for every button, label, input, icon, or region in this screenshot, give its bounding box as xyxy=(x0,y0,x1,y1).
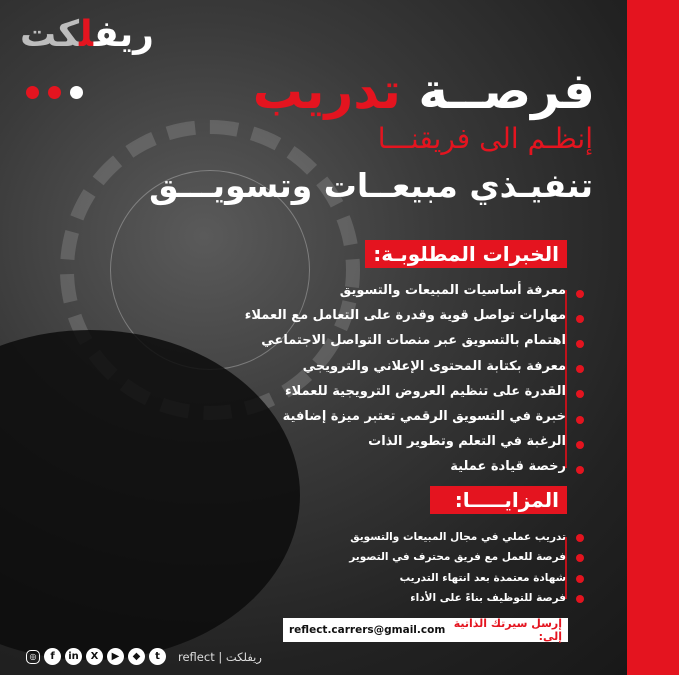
dots-decoration xyxy=(26,86,83,99)
headline: فرصــة تدريب xyxy=(252,62,595,120)
list-item: اهتمام بالتسويق عبر منصات التواصل الاجتماعي xyxy=(245,331,566,356)
contact-label: إرسل سيرتك الذاتية إلى: xyxy=(453,617,562,643)
email-link[interactable]: reflect.carrers@gmail.com xyxy=(289,624,446,636)
benefits-list xyxy=(349,528,566,609)
list-item: فرصة للتوظيف بناءً على الأداء xyxy=(349,589,566,609)
list-item: معرفة بكتابة المحتوى الإعلاني والترويجي xyxy=(245,357,566,382)
red-side-bar xyxy=(627,0,679,675)
x-icon[interactable]: X xyxy=(86,648,103,665)
list-item: القدرة على تنظيم العروض الترويجية للعملاء xyxy=(245,382,566,407)
list-item: معرفة أساسيات المبيعات والتسويق xyxy=(245,281,566,306)
logo: ريفلكت xyxy=(20,14,154,55)
youtube-icon[interactable]: ▶ xyxy=(107,648,124,665)
instagram-icon[interactable]: ◎ xyxy=(26,650,40,664)
requirements-list xyxy=(245,281,566,483)
linkedin-icon[interactable]: in xyxy=(65,648,82,665)
facebook-icon[interactable]: f xyxy=(44,648,61,665)
list-item: تدريب عملي في مجال المبيعات والتسويق xyxy=(349,528,566,548)
snapchat-icon[interactable]: ◆ xyxy=(128,648,145,665)
list-item: فرصة للعمل مع فريق محترف في التصوير xyxy=(349,548,566,568)
list-item: مهارات تواصل قوية وقدرة على التعامل مع العملاء xyxy=(245,306,566,331)
list-item: رخصة قيادة عملية xyxy=(245,457,566,482)
subheadline: إنظـم الى فريقنـــا xyxy=(377,122,593,155)
job-title: تنفيـذي مبيعــات وتسويـــق xyxy=(149,166,593,205)
contact-box xyxy=(283,618,568,642)
list-item: خبرة في التسويق الرقمي تعتبر ميزة إضافية xyxy=(245,407,566,432)
brand-handle: reflect | ريفلكت xyxy=(178,649,262,664)
list-item: الرغبة في التعلم وتطوير الذات xyxy=(245,432,566,457)
benefits-heading: المزايـــــا: xyxy=(430,486,567,514)
requirements-heading: الخبرات المطلوبـة: xyxy=(365,240,567,268)
list-item: شهادة معتمدة بعد انتهاء التدريب xyxy=(349,569,566,589)
tumblr-icon[interactable]: t xyxy=(149,648,166,665)
footer xyxy=(26,648,262,665)
